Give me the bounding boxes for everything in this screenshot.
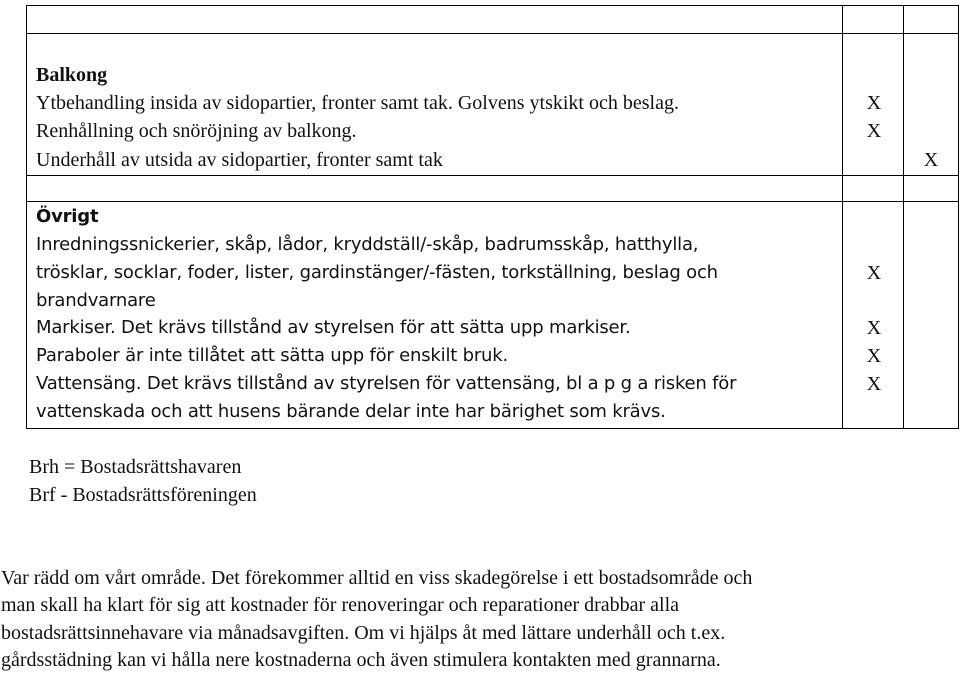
paragraph-line: Var rädd om vårt område. Det förekommer alltid en viss skadegörelse i ett bostadsområde och [1,567,753,589]
table-row-text: Inredningssnickerier, skåp, lådor, kryddställ/-skåp, badrumsskåp, hatthylla, [36,234,699,255]
legend-brh: Brh = Bostadsrättshavaren [29,456,242,478]
section-heading-ovrigt: Övrigt [36,206,99,227]
row-divider [26,201,958,202]
section-heading-balkong: Balkong [36,64,108,86]
brh-mark: X [866,120,882,142]
row-divider [26,175,958,176]
table-bottom-border [26,428,958,429]
table-left-border [26,5,27,429]
table-row-text: vattenskada och att husens bärande delar inte har bärighet som krävs. [36,401,666,422]
table-right-border [958,5,959,429]
paragraph-line: bostadsrättsinnehavare via månadsavgiften. Om vi hjälps åt med lättare underhåll och t.ex. [1,622,726,644]
paragraph-line: man skall ha klart för sig att kostnader för renoveringar och reparationer drabbar alla [1,594,680,616]
table-row-text: Vattensäng. Det krävs tillstånd av styrelsen för vattensäng, bl a p g a risken för [36,373,737,394]
brh-mark: X [866,345,882,367]
brh-mark: X [866,373,882,395]
brh-mark: X [866,317,882,339]
brf-mark: X [923,149,939,171]
table-row-text: Ytbehandling insida av sidopartier, fronter samt tak. Golvens ytskikt och beslag. [36,92,679,114]
brh-mark: X [866,92,882,114]
table-row-text: Markiser. Det krävs tillstånd av styrelsen för att sätta upp markiser. [36,317,631,338]
table-top-border [26,5,958,6]
brh-mark: X [866,262,882,284]
table-row-text: Renhållning och snöröjning av balkong. [36,120,357,142]
table-row-text: brandvarnare [36,290,156,311]
legend-brf: Brf - Bostadsrättsföreningen [29,484,257,506]
table-row-text: Paraboler är inte tillåtet att sätta upp för enskilt bruk. [36,345,509,366]
table-row-text: Underhåll av utsida av sidopartier, fronter samt tak [36,149,443,171]
table-row-text: trösklar, socklar, foder, lister, gardinstänger/-fästen, torkställning, beslag och [36,262,718,283]
row-divider [26,33,958,34]
paragraph-line: gårdsstädning kan vi hålla nere kostnaderna och även stimulera kontakten med grannarna. [1,649,721,671]
